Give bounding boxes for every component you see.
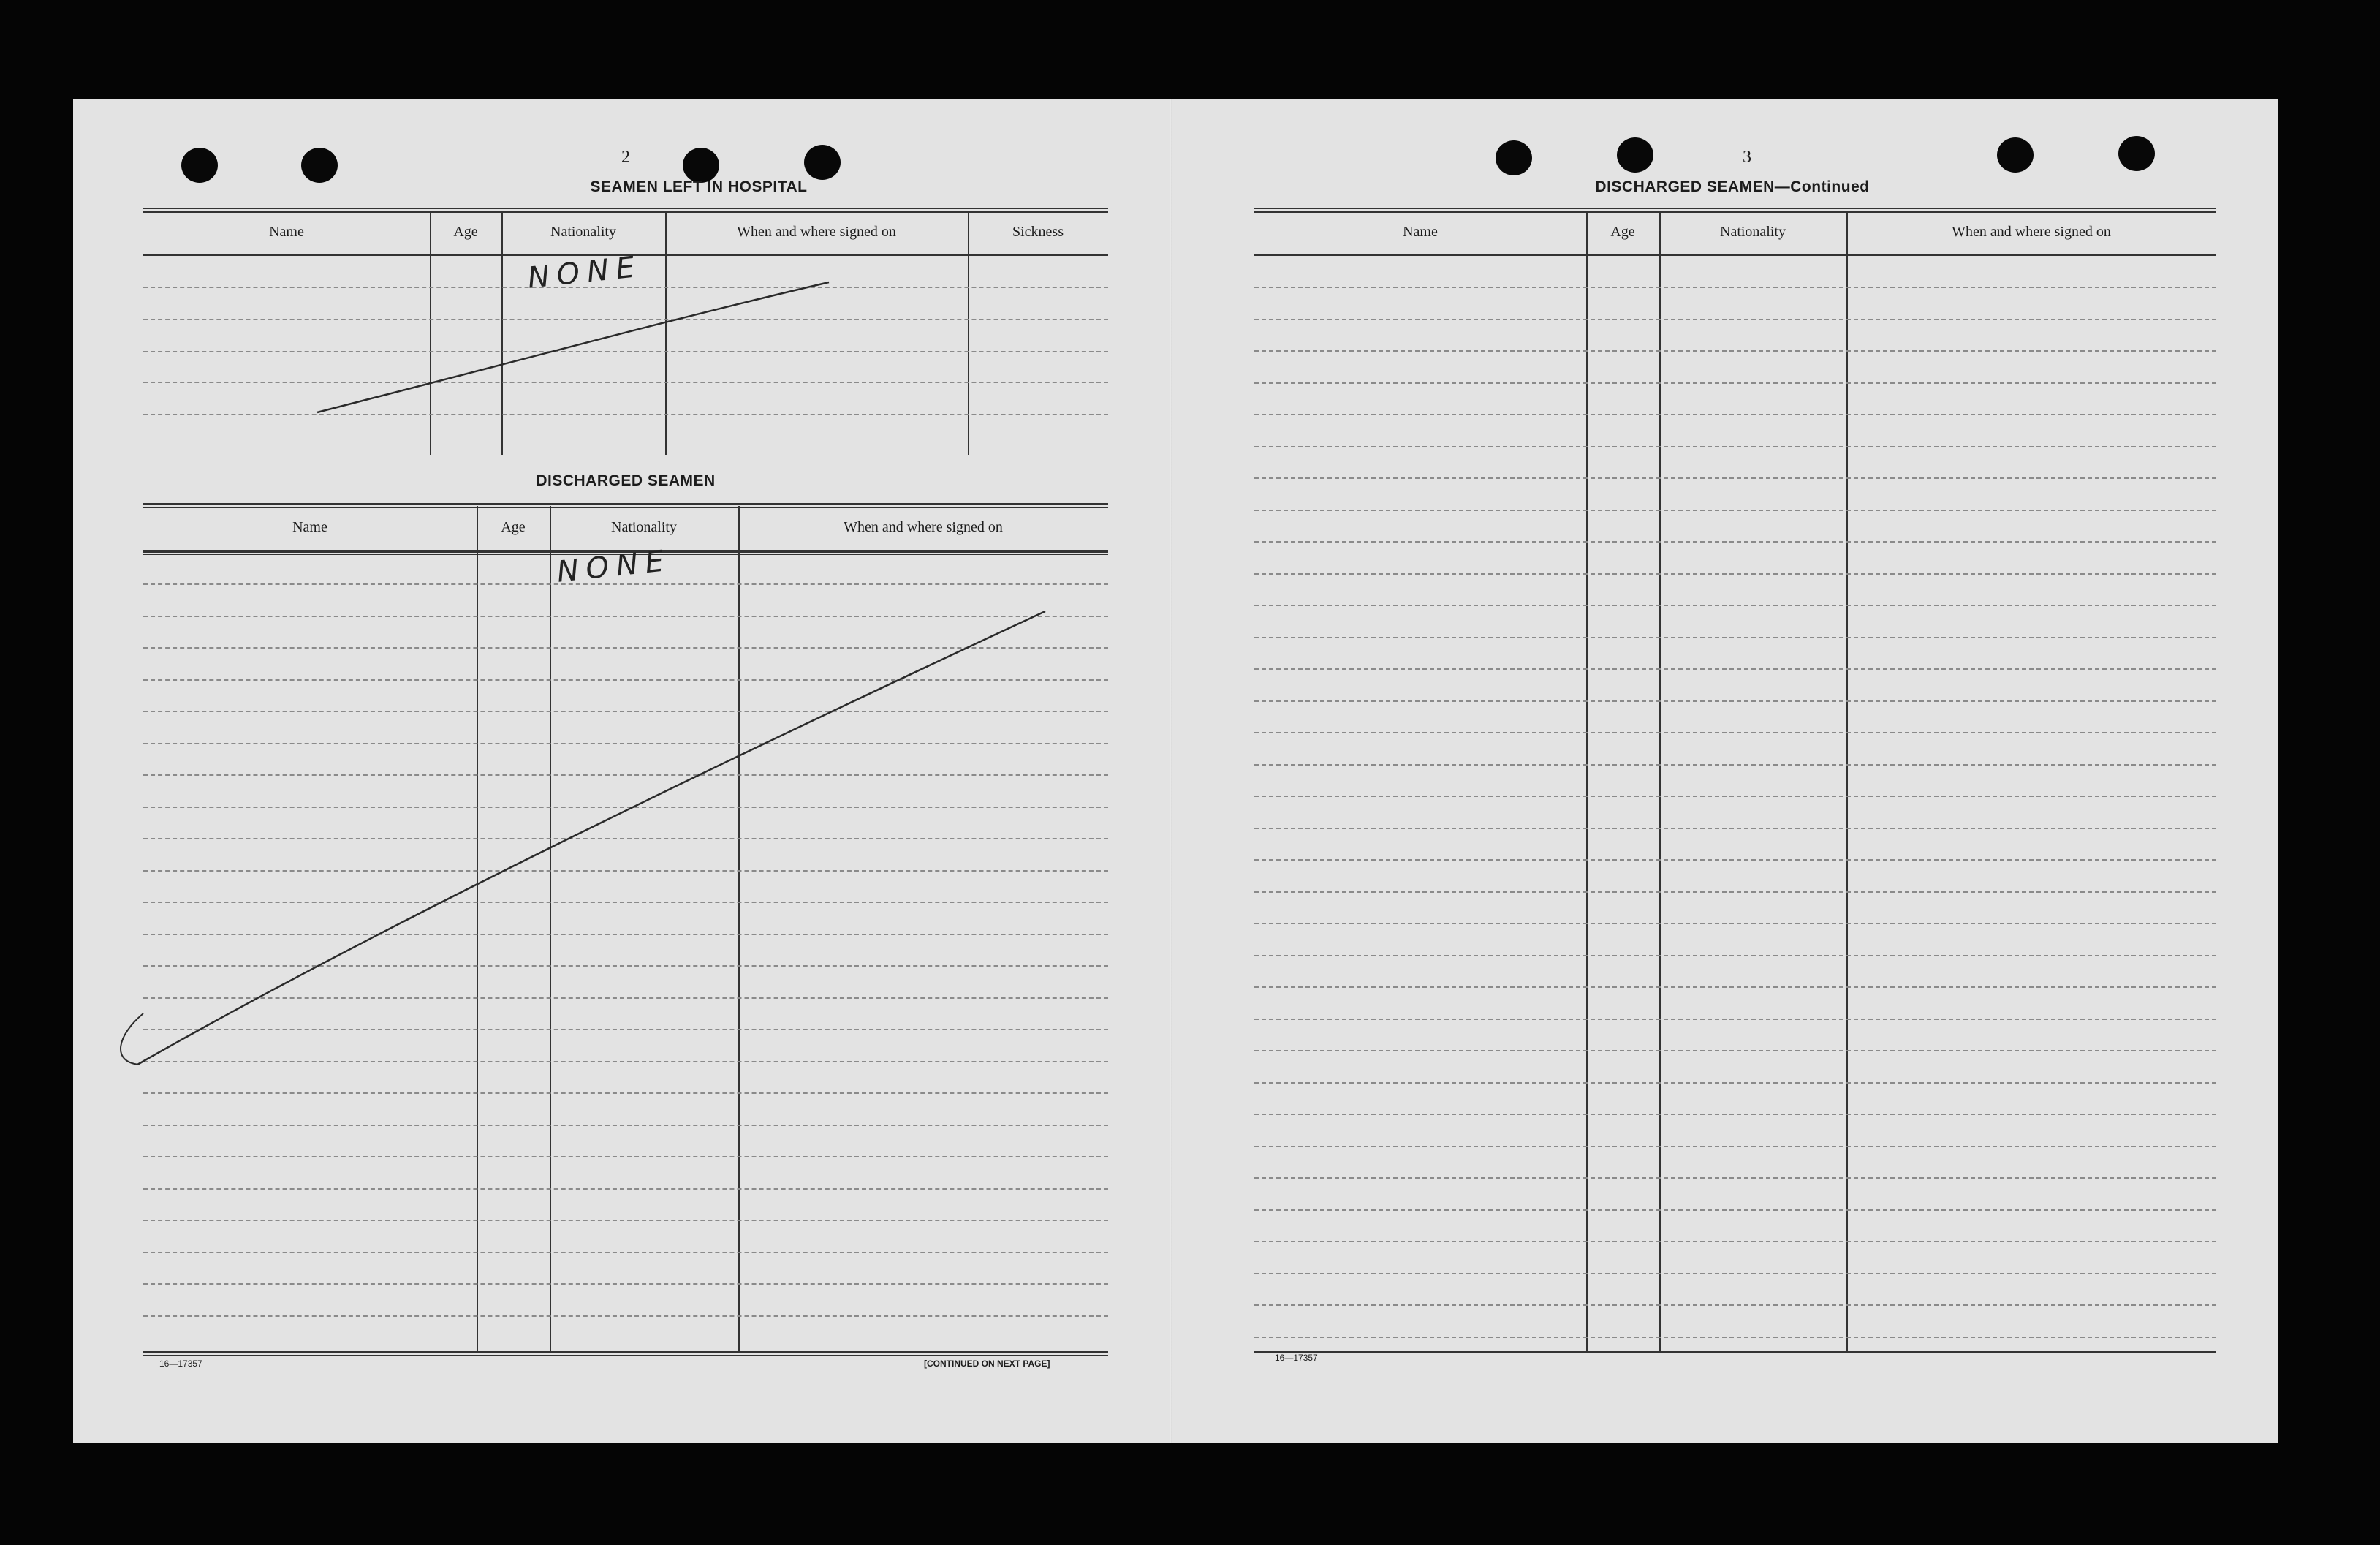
col-header-age: Age xyxy=(453,224,478,240)
discharged-strike-hook xyxy=(121,1013,143,1065)
page-number-right: 3 xyxy=(1743,148,1751,167)
discharged-section-title: DISCHARGED SEAMEN xyxy=(536,472,716,489)
col-header-name: Name xyxy=(1403,224,1438,240)
col-header-signed-on: When and where signed on xyxy=(737,224,896,240)
col-header-age: Age xyxy=(1610,224,1635,240)
col-header-name: Name xyxy=(292,519,327,535)
col-header-age: Age xyxy=(501,519,526,535)
col-header-nationality: Nationality xyxy=(1720,224,1786,240)
col-header-sickness: Sickness xyxy=(1012,224,1064,240)
ledger-sheet xyxy=(73,99,2278,1443)
col-header-nationality: Nationality xyxy=(611,519,677,535)
handwritten-none: NONE xyxy=(555,543,673,589)
page-number-left: 2 xyxy=(621,148,630,167)
form-number-left: 16—17357 xyxy=(159,1359,202,1369)
col-header-name: Name xyxy=(269,224,304,240)
discharged-strike-line xyxy=(137,611,1045,1065)
col-header-signed-on: When and where signed on xyxy=(844,519,1003,535)
form-number-right: 16—17357 xyxy=(1275,1353,1318,1363)
pen-strikethrough xyxy=(73,99,2278,1443)
continued-note: [CONTINUED ON NEXT PAGE] xyxy=(924,1359,1050,1369)
discharged-continued-title: DISCHARGED SEAMEN—Continued xyxy=(1595,178,1870,195)
col-header-signed-on: When and where signed on xyxy=(1952,224,2111,240)
handwritten-none: NONE xyxy=(526,249,644,295)
hospital-strike-line xyxy=(317,282,829,412)
col-header-nationality: Nationality xyxy=(550,224,616,240)
hospital-section-title: SEAMEN LEFT IN HOSPITAL xyxy=(590,178,808,195)
